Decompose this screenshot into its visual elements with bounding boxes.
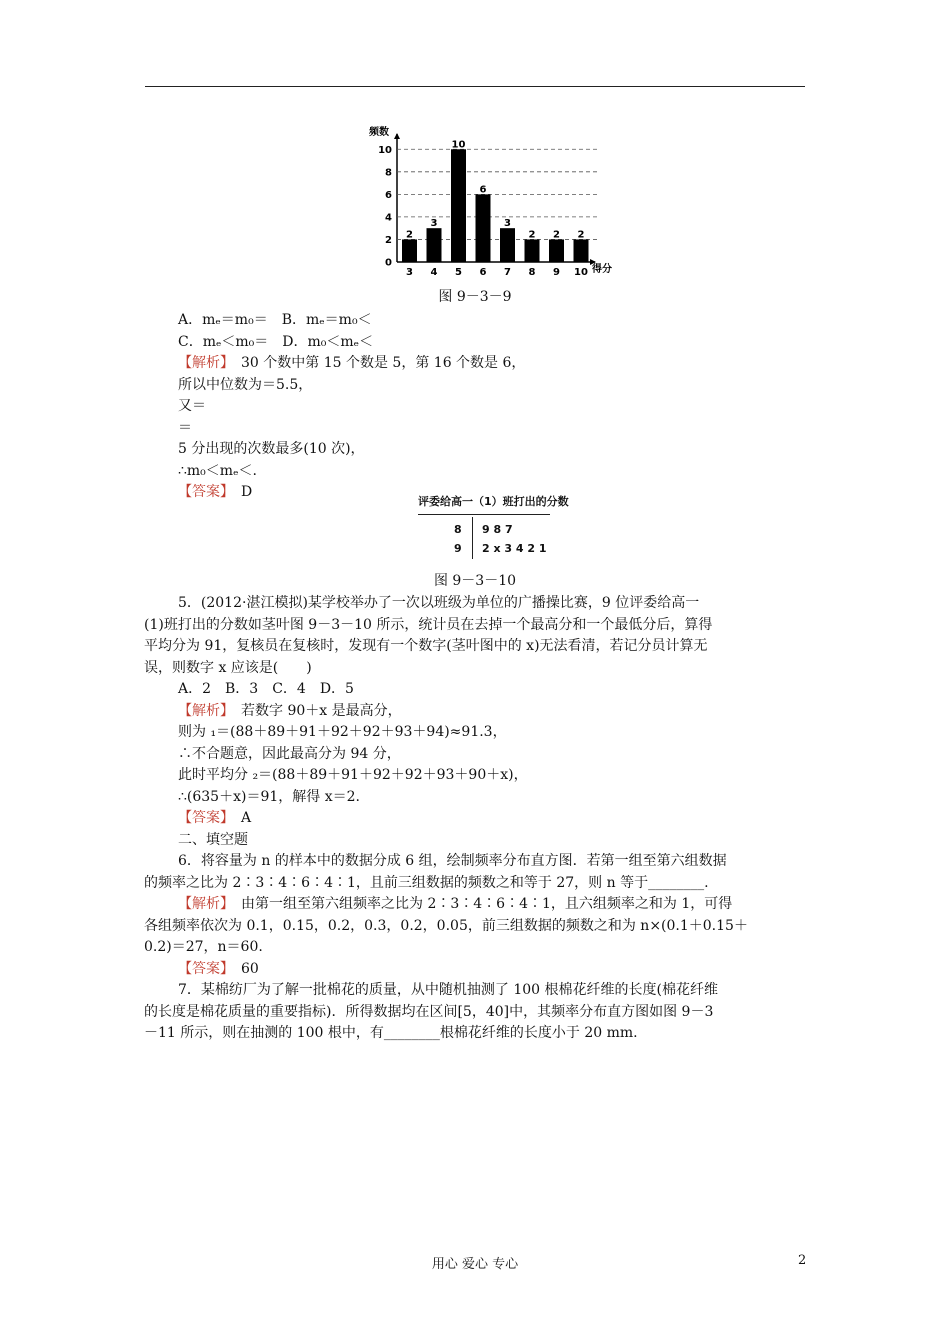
question-4-solution [178, 310, 808, 504]
q6-analysis-2: 各组频率依次为 0.1，0.15，0.2，0.3，0.2，0.05，前三组数据的频数之和为 n×(0.1＋0.15＋ [144, 917, 748, 934]
q6-answer: 60 [227, 960, 259, 977]
page-footer: 用心 爱心 专心 [431, 1257, 519, 1272]
answer-tag: 【答案】 [178, 810, 227, 826]
q5-analysis-5: ∴(635＋x)＝91，解得 x＝2. [178, 788, 360, 805]
q7-line-3: －11 所示，则在抽测的 100 根中，有________根棉花纤维的长度小于 20 mm. [144, 1025, 638, 1041]
bar-data-label: 3 [430, 218, 438, 230]
q5-line-3: 平均分为 91，复核员在复核时，发现有一个数字(茎叶图中的 x)无法看清，若记分员计算无 [144, 638, 708, 654]
stem-leaf-rule [418, 514, 550, 515]
bar-data-label: 2 [528, 229, 536, 241]
bar-data-label: 3 [504, 218, 511, 230]
q6-analysis-3: 0.2)＝27，n＝60. [144, 939, 263, 955]
figure-caption-2: 图 9－3－10 [433, 573, 517, 589]
q4-options-2: C．mₑ＜m₀＝ D．m₀＜mₑ＜ [178, 333, 374, 350]
q4-analysis-2: 所以中位数为＝5.5， [178, 376, 313, 393]
y-tick-label: 2 [385, 234, 392, 246]
bar-data-label: 6 [479, 184, 487, 196]
x-tick-label: 10 [574, 267, 588, 278]
q7-line-2: 的长度是棉花质量的重要指标)．所得数据均在区间[5，40]中，其频率分布直方图如图 9－3 [144, 1003, 714, 1020]
q5-analysis-3: ∴不合题意，因此最高分为 94 分， [178, 745, 401, 762]
q6-analysis-1: 由第一组至第六组频率之比为 2∶3∶4∶6∶4∶1，且六组频率之和为 1，可得 [227, 896, 733, 912]
q7-line-1: 7．某棉纺厂为了解一批棉花的质量，从中随机抽测了 100 根棉花纤维的长度(棉花纤维 [178, 982, 718, 998]
bar [549, 239, 564, 262]
bar-data-label: 2 [553, 229, 560, 241]
q5-answer: A [227, 810, 252, 826]
analysis-tag: 【解析】 [178, 355, 227, 371]
chart-xlabel: 得分 [592, 264, 612, 275]
frequency-bar-chart [355, 122, 625, 282]
q5-line-1: 5．(2012·湛江模拟)某学校举办了一次以班级为单位的广播操比赛，9 位评委给高一 [178, 595, 700, 611]
x-tick-label: 9 [553, 267, 560, 278]
chart-ylabel: 频数 [369, 127, 389, 138]
bar-data-label: 2 [406, 229, 413, 241]
bar [525, 239, 540, 262]
x-tick-label: 7 [504, 267, 511, 278]
x-tick-label: 4 [430, 267, 438, 278]
y-tick-label: 6 [385, 189, 392, 201]
page-number: 2 [798, 1253, 807, 1268]
analysis-tag: 【解析】 [178, 702, 227, 719]
bar [574, 239, 589, 262]
bar [427, 228, 442, 262]
figure-caption-1: 图 9－3－9 [438, 289, 512, 305]
q5-analysis-1: 若数字 90＋x 是最高分， [227, 702, 402, 719]
q4-analysis-5: 5 分出现的次数最多(10 次)， [178, 441, 365, 457]
q4-options-1: A．mₑ＝m₀＝ B．mₑ＝m₀＜ [178, 312, 372, 328]
q5-analysis-4: 此时平均分 ₂＝(88＋89＋91＋92＋92＋93＋90＋x)， [178, 767, 528, 783]
bar [476, 194, 491, 262]
leaf-values: 9 8 7 [482, 523, 513, 536]
bar-data-label: 10 [451, 139, 466, 151]
stem-leaf-plot [410, 493, 580, 563]
bar-data-label: 2 [577, 229, 585, 241]
chart-svg [355, 122, 625, 282]
y-tick-label: 4 [385, 212, 392, 224]
x-tick-label: 6 [479, 267, 487, 278]
y-axis-arrow [394, 133, 400, 139]
y-tick-label: 10 [378, 144, 392, 156]
question-5-to-7 [144, 593, 808, 1045]
q5-analysis-2: 则为 ₁＝(88＋89＋91＋92＋92＋93＋94)≈91.3， [178, 724, 507, 740]
x-tick-label: 8 [528, 267, 536, 278]
q5-line-2: (1)班打出的分数如茎叶图 9－3－10 所示，统计员在去掉一个最高分和一个最低分后，算得 [144, 616, 713, 633]
header-rule [145, 86, 805, 87]
q4-analysis-3: 又＝ [178, 398, 206, 414]
q6-line-1: 6．将容量为 n 的样本中的数据分成 6 组，绘制频率分布直方图．若第一组至第六组数据 [178, 853, 727, 869]
bar [451, 149, 466, 262]
q4-analysis-6: ∴m₀＜mₑ＜. [178, 462, 257, 479]
stem-leaf-title: 评委给高一（1）班打出的分数 [418, 495, 569, 508]
x-tick-label: 5 [455, 267, 462, 278]
stem-value: 8 [454, 523, 462, 536]
q4-analysis-4: ＝ [178, 419, 192, 436]
bar [402, 239, 417, 262]
section-heading: 二、填空题 [178, 831, 248, 848]
y-tick-label: 8 [385, 167, 392, 179]
stem-value: 9 [454, 542, 462, 555]
leaf-values: 2 x 3 4 2 1 [482, 542, 547, 555]
x-tick-label: 3 [406, 267, 413, 278]
answer-tag: 【答案】 [178, 960, 227, 977]
q4-answer: D [227, 484, 253, 500]
analysis-tag: 【解析】 [178, 896, 227, 912]
stem-leaf-divider [472, 517, 473, 559]
answer-tag: 【答案】 [178, 484, 227, 500]
bar [500, 228, 515, 262]
q5-options: A．2 B．3 C．4 D．5 [178, 681, 354, 697]
q6-line-2: 的频率之比为 2∶3∶4∶6∶4∶1，且前三组数据的频数之和等于 27，则 n 等于________. [144, 874, 709, 891]
q5-line-4: 误，则数字 x 应该是( ) [144, 659, 312, 676]
y-tick-label: 0 [385, 257, 392, 269]
q4-analysis-1: 30 个数中第 15 个数是 5，第 16 个数是 6， [227, 355, 526, 371]
